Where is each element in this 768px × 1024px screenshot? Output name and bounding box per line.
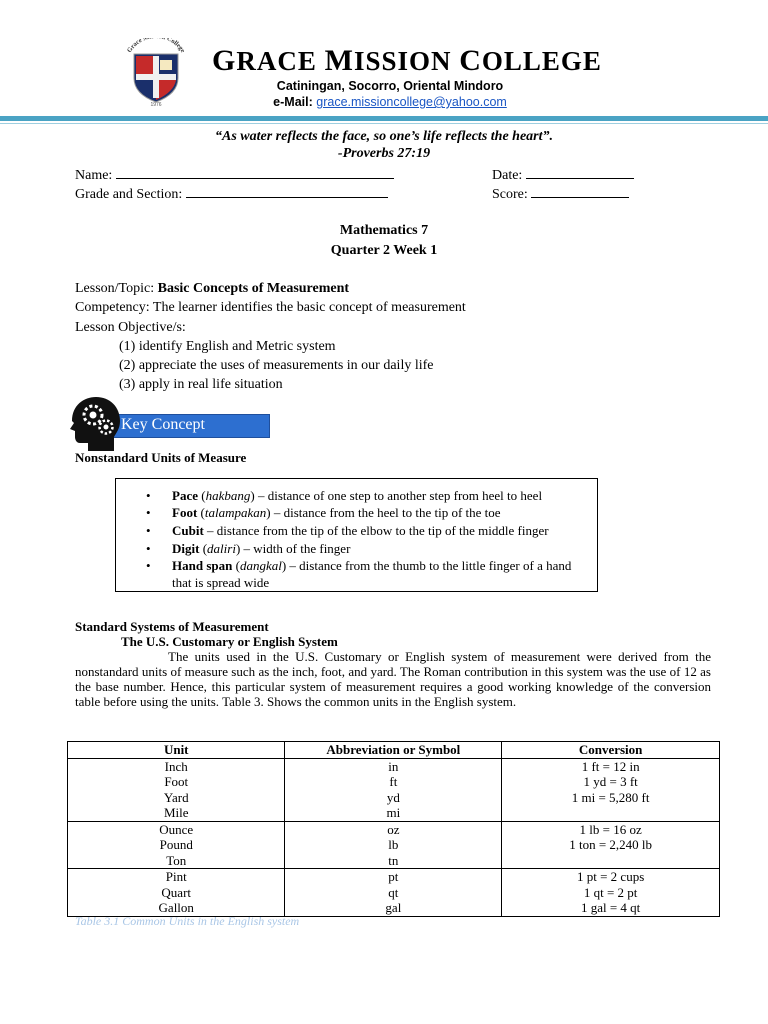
table-row: Pint pt 1 pt = 2 cups [68, 869, 720, 885]
name-field [75, 166, 394, 184]
table-row: Gallon gal 1 gal = 4 qt [68, 900, 720, 916]
standard-subheading: The U.S. Customary or English System [121, 634, 338, 649]
quote-text: “As water reflects the face, so one’s life reflects the heart”. [214, 129, 554, 144]
competency: Competency: The learner identifies the basic concept of measurement [75, 300, 466, 315]
name-blank[interactable] [116, 166, 394, 179]
name-label: Name: [75, 168, 113, 183]
topic-value: Basic Concepts of Measurement [157, 281, 350, 296]
subject-period: Quarter 2 Week 1 [330, 243, 438, 258]
english-units-table [67, 741, 720, 917]
bullet-icon: • [146, 523, 151, 538]
bullet-icon: • [146, 505, 151, 520]
college-address: Catiningan, Socorro, Oriental Mindoro [276, 79, 504, 93]
svg-text:Grace Mission College [126, 38, 186, 54]
nonstandard-units-box: • Pace (hakbang) – distance of one step to another step from heel to heel • Foot (talampakan) – distance from the heel to the tip of the toe • Cubit – distance from the tip of the elbow to the tip of the middle finger • Digit (daliri) – width of the finger • Hand span (dangkal) – distance from the thumb to the little finger of a hand that is spread wide [115, 478, 598, 592]
objective-item: (3) apply in real life situation [119, 377, 283, 392]
score-field [492, 185, 629, 203]
table-caption: Table 3.1 Common Units in the English system [75, 914, 300, 928]
header-divider-thin [0, 123, 768, 124]
nonstandard-heading: Nonstandard Units of Measure [75, 450, 247, 465]
score-blank[interactable] [531, 185, 629, 198]
score-label: Score: [492, 187, 528, 202]
bullet-icon: • [146, 541, 151, 556]
topic-label: Lesson/Topic: [75, 281, 155, 296]
standard-heading: Standard Systems of Measurement [75, 619, 269, 634]
head-gears-icon [66, 395, 122, 453]
objective-item: (1) identify English and Metric system [119, 339, 336, 354]
objectives-label: Lesson Objective/s: [75, 320, 186, 335]
seal-year: 1976 [150, 102, 162, 106]
email-link[interactable]: grace.missioncollege@yahoo.com [316, 95, 507, 109]
key-concept-label: Key Concept [121, 416, 205, 433]
objective-item: (2) appreciate the uses of measurements in our daily life [119, 358, 434, 373]
table-row: Ounce oz 1 lb = 16 oz [68, 821, 720, 837]
quote-source: -Proverbs 27:19 [337, 146, 431, 161]
header-divider [0, 116, 768, 121]
weight-units-group [68, 821, 720, 869]
email-row [200, 95, 580, 109]
subject-title: Mathematics 7 [339, 223, 429, 238]
email-label: e-Mail: [273, 95, 313, 109]
column-header: Abbreviation or Symbol [285, 742, 502, 759]
table-row: Ton tn [68, 853, 720, 869]
table-header-row [68, 742, 720, 759]
table-row: Pound lb 1 ton = 2,240 lb [68, 837, 720, 853]
date-label: Date: [492, 168, 523, 183]
date-blank[interactable] [526, 166, 634, 179]
volume-units-group [68, 869, 720, 917]
column-header: Conversion [502, 742, 720, 759]
college-name: GRACE MISSION COLLEGE [212, 44, 602, 77]
grade-field [75, 185, 388, 203]
bullet-icon: • [146, 488, 151, 503]
length-units-group [68, 758, 720, 821]
table-row: Quart qt 1 qt = 2 pt [68, 885, 720, 901]
table-row: Mile mi [68, 805, 720, 821]
college-seal-logo [118, 38, 194, 106]
english-system-paragraph: The units used in the U.S. Customary or English system of measurement were derived from the nonstandard units of measure such as the inch, foot, and yard. The Roman contribution in this system was the use of 12 as the base number. Hence, this particular system of measurement requires a good working knowledge of the conversion table before using the units. Table 3. Shows the common units in the English system. [75, 649, 711, 709]
table-row: Inch in 1 ft = 12 in [68, 758, 720, 774]
seal-text: Grace M College [125, 38, 187, 55]
column-header: Unit [68, 742, 285, 759]
table-row: Foot ft 1 yd = 3 ft [68, 774, 720, 790]
date-field [492, 166, 634, 184]
grade-label: Grade and Section: [75, 187, 183, 202]
lesson-topic [75, 281, 349, 297]
grade-blank[interactable] [186, 185, 388, 198]
bullet-icon: • [146, 558, 151, 573]
table-row: Yard yd 1 mi = 5,280 ft [68, 790, 720, 806]
